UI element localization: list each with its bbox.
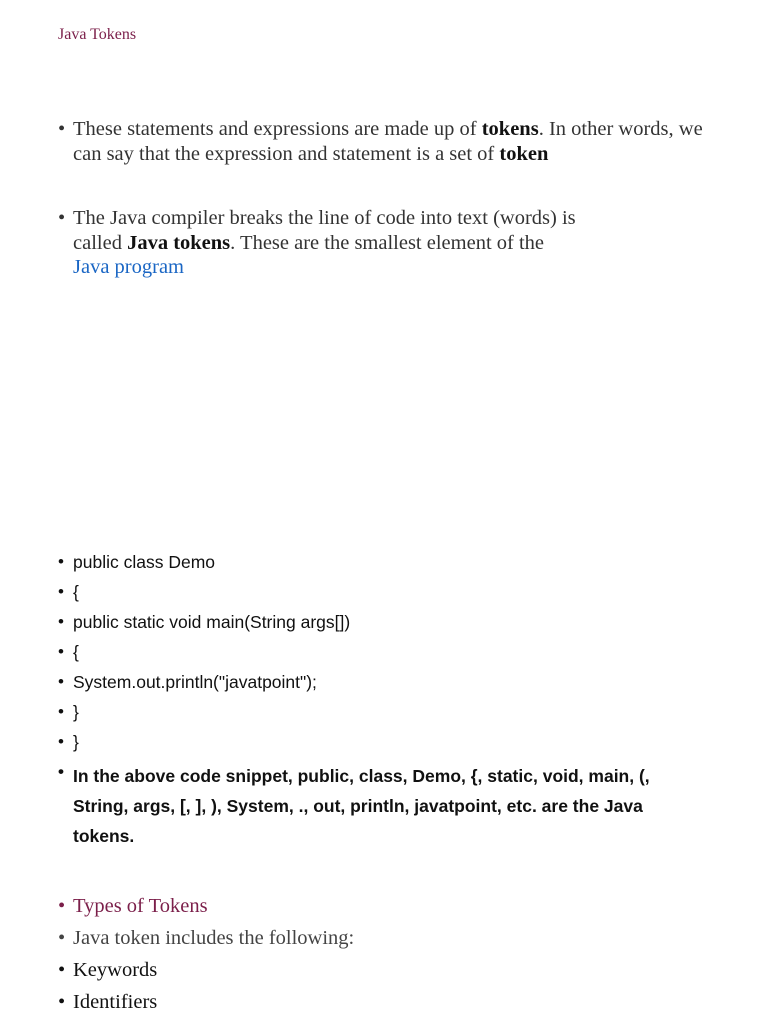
bold-term: token bbox=[499, 142, 549, 165]
page-title: Java Tokens bbox=[58, 26, 137, 43]
code-text: } bbox=[73, 732, 79, 752]
summary-text: In the above code snippet, public, class, Demo, {, static, void, main, (, String, args, [, ], ), System, ., out, println, javatpoint, etc. are the Java tokens. bbox=[73, 766, 650, 846]
bullet-icon: • bbox=[58, 895, 66, 917]
code-text: } bbox=[73, 702, 79, 722]
bullet-icon: • bbox=[58, 732, 64, 751]
bullet-icon: • bbox=[58, 207, 66, 229]
list-item bbox=[58, 954, 708, 986]
paragraph-text: These statements and expressions are made up of bbox=[73, 118, 482, 140]
section-heading bbox=[58, 890, 708, 922]
list-item bbox=[58, 117, 708, 166]
types-of-tokens-section bbox=[58, 890, 708, 1018]
bullet-icon: • bbox=[58, 642, 64, 661]
bullet-icon: • bbox=[58, 959, 66, 981]
list-item bbox=[58, 922, 708, 954]
code-text: public static void main(String args[]) bbox=[73, 612, 351, 632]
code-text: { bbox=[73, 642, 79, 662]
bullet-icon: • bbox=[58, 991, 66, 1013]
bullet-icon: • bbox=[58, 118, 66, 140]
intro-paragraph-1 bbox=[58, 117, 708, 166]
code-text: public class Demo bbox=[73, 552, 215, 572]
paragraph-text: . These are the smallest element of the bbox=[230, 231, 545, 254]
code-line bbox=[58, 577, 688, 607]
list-text: Java token includes the following: bbox=[73, 927, 355, 949]
bold-term: tokens bbox=[481, 118, 539, 140]
code-line bbox=[58, 607, 688, 637]
bold-term: Java tokens bbox=[127, 231, 231, 254]
java-program-link[interactable]: Java program bbox=[73, 256, 184, 278]
summary-note bbox=[58, 757, 688, 851]
code-line bbox=[58, 697, 688, 727]
heading-text: Types of Tokens bbox=[73, 895, 208, 917]
bullet-icon: • bbox=[58, 612, 64, 631]
code-text: System.out.println("javatpoint"); bbox=[73, 672, 317, 692]
list-text: Identifiers bbox=[73, 991, 158, 1013]
intro-paragraph-2 bbox=[58, 206, 618, 280]
code-line bbox=[58, 547, 688, 577]
bullet-icon: • bbox=[58, 762, 64, 781]
bullet-icon: • bbox=[58, 672, 64, 691]
code-text: { bbox=[73, 582, 79, 602]
code-line bbox=[58, 667, 688, 697]
bullet-icon: • bbox=[58, 702, 64, 721]
code-snippet-list bbox=[58, 547, 688, 851]
list-text: Keywords bbox=[73, 959, 158, 981]
code-line bbox=[58, 637, 688, 667]
bullet-icon: • bbox=[58, 582, 64, 601]
paragraph-text: The Java compiler breaks the line of code into text (words) is called bbox=[73, 207, 576, 254]
bullet-icon: • bbox=[58, 927, 66, 949]
paragraph-text: . In other words, we can say that the expression and statement is a set of bbox=[73, 118, 703, 165]
list-item bbox=[58, 986, 708, 1018]
code-line bbox=[58, 727, 688, 757]
bullet-icon: • bbox=[58, 552, 64, 571]
list-item bbox=[58, 206, 618, 280]
